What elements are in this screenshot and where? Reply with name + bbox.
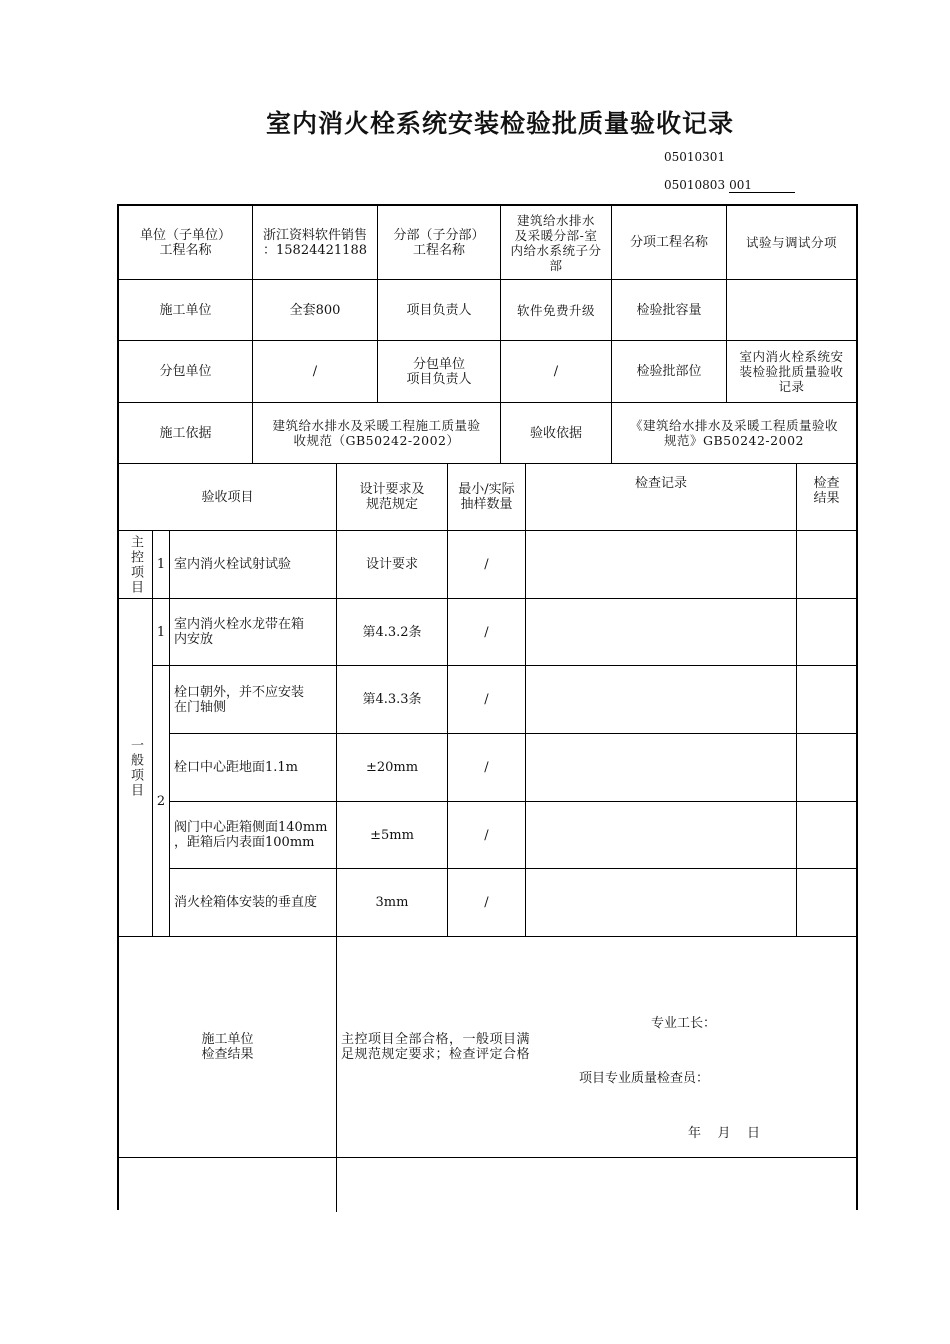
- page-title: 室内消火栓系统安装检验批质量验收记录: [265, 109, 734, 138]
- col-item: 验收项目: [119, 464, 337, 531]
- general-row-2-requirement: 第4.3.3条: [337, 666, 448, 734]
- general-row-1-sample: /: [448, 599, 526, 666]
- general-row-2-record: [526, 666, 797, 734]
- general-row-3-record: [526, 734, 797, 802]
- main-row-no: 1: [153, 531, 170, 599]
- acceptance-basis-label: 验收依据: [501, 403, 612, 464]
- general-row-3-sample: /: [448, 734, 526, 802]
- general-row-4-name: 阀门中心距箱侧面140mm ，距箱后内表面100mm: [170, 802, 337, 869]
- col-result: 检查 结果: [797, 464, 856, 531]
- unit-value: 浙江资料软件销售 ：15824421188: [253, 206, 378, 280]
- general-row-2-sample: /: [448, 666, 526, 734]
- general-row-1-result: [797, 599, 856, 666]
- general-row-5-sample: /: [448, 869, 526, 937]
- general-group-label: [119, 599, 153, 937]
- supervision-label: [119, 1158, 337, 1212]
- contractor-value: 全套800: [253, 280, 378, 341]
- general-group-label-text: 一般项目: [128, 737, 143, 798]
- col-requirement: 设计要求及 规范规定: [337, 464, 448, 531]
- doc-code-a: 05010301: [664, 150, 726, 164]
- general-row-4-sample: /: [448, 802, 526, 869]
- foreman-label: 专业工长：: [651, 1016, 717, 1031]
- general-no-2: 2: [153, 666, 170, 937]
- basis-value: 建筑给水排水及采暖工程施工质量验 收规范（GB50242-2002）: [253, 403, 501, 464]
- general-row-3-requirement: ±20mm: [337, 734, 448, 802]
- part-value: 室内消火栓系统安 装检验批质量验收 记录: [727, 341, 856, 403]
- general-row-2-name: 栓口朝外，并不应安装 在门轴侧: [170, 666, 337, 734]
- general-row-5-result: [797, 869, 856, 937]
- conclusion-label: 施工单位 检查结果: [119, 937, 337, 1158]
- pm-label: 项目负责人: [378, 280, 501, 341]
- division-label: 分部（子分部） 工程名称: [378, 206, 501, 280]
- general-row-4-requirement: ±5mm: [337, 802, 448, 869]
- doc-code-b: [664, 178, 795, 193]
- capacity-label: 检验批容量: [612, 280, 727, 341]
- general-row-1-requirement: 第4.3.2条: [337, 599, 448, 666]
- inspector-label: 项目专业质量检查员：: [579, 1071, 710, 1086]
- doc-code-b-text: 05010803: [664, 178, 726, 192]
- general-row-1-name: 室内消火栓水龙带在箱 内安放: [170, 599, 337, 666]
- date-label: 年 月 日: [688, 1126, 761, 1141]
- col-record: 检查记录: [526, 464, 797, 531]
- acceptance-basis-value: 《建筑给水排水及采暖工程质量验收 规范》GB50242-2002: [612, 403, 856, 464]
- main-row-record: [526, 531, 797, 599]
- capacity-value: [727, 280, 856, 341]
- main-group-label: [119, 531, 153, 599]
- sub-label: 分包单位: [119, 341, 253, 403]
- general-row-4-record: [526, 802, 797, 869]
- main-row-requirement: 设计要求: [337, 531, 448, 599]
- sub-value: /: [253, 341, 378, 403]
- basis-label: 施工依据: [119, 403, 253, 464]
- col-sample: 最小/实际 抽样数量: [448, 464, 526, 531]
- unit-label: 单位（子单位） 工程名称: [119, 206, 253, 280]
- pm-value: 软件免费升级: [501, 280, 612, 341]
- inspection-form: [117, 204, 858, 1210]
- general-row-3-name: 栓口中心距地面1.1m: [170, 734, 337, 802]
- main-row-sample: /: [448, 531, 526, 599]
- general-row-5-record: [526, 869, 797, 937]
- general-row-3-result: [797, 734, 856, 802]
- subitem-value: 试验与调试分项: [727, 206, 856, 280]
- general-row-1-record: [526, 599, 797, 666]
- part-label: 检验批部位: [612, 341, 727, 403]
- supervision-area: [337, 1158, 856, 1212]
- general-row-5-name: 消火栓箱体安装的垂直度: [170, 869, 337, 937]
- doc-serial: 001: [729, 178, 795, 193]
- contractor-label: 施工单位: [119, 280, 253, 341]
- sub-pm-label: 分包单位 项目负责人: [378, 341, 501, 403]
- general-no-1: 1: [153, 599, 170, 666]
- main-row-name: 室内消火栓试射试验: [170, 531, 337, 599]
- division-value: 建筑给水排水 及采暖分部-室 内给水系统子分 部: [501, 206, 612, 280]
- main-group-label-text: 主控项目: [128, 534, 143, 595]
- general-row-2-result: [797, 666, 856, 734]
- general-row-4-result: [797, 802, 856, 869]
- subitem-label: 分项工程名称: [612, 206, 727, 280]
- conclusion-text: 主控项目全部合格，一般项目满 足规范规定要求；检查评定合格: [341, 1032, 531, 1062]
- main-row-result: [797, 531, 856, 599]
- general-row-5-requirement: 3mm: [337, 869, 448, 937]
- sub-pm-value: /: [501, 341, 612, 403]
